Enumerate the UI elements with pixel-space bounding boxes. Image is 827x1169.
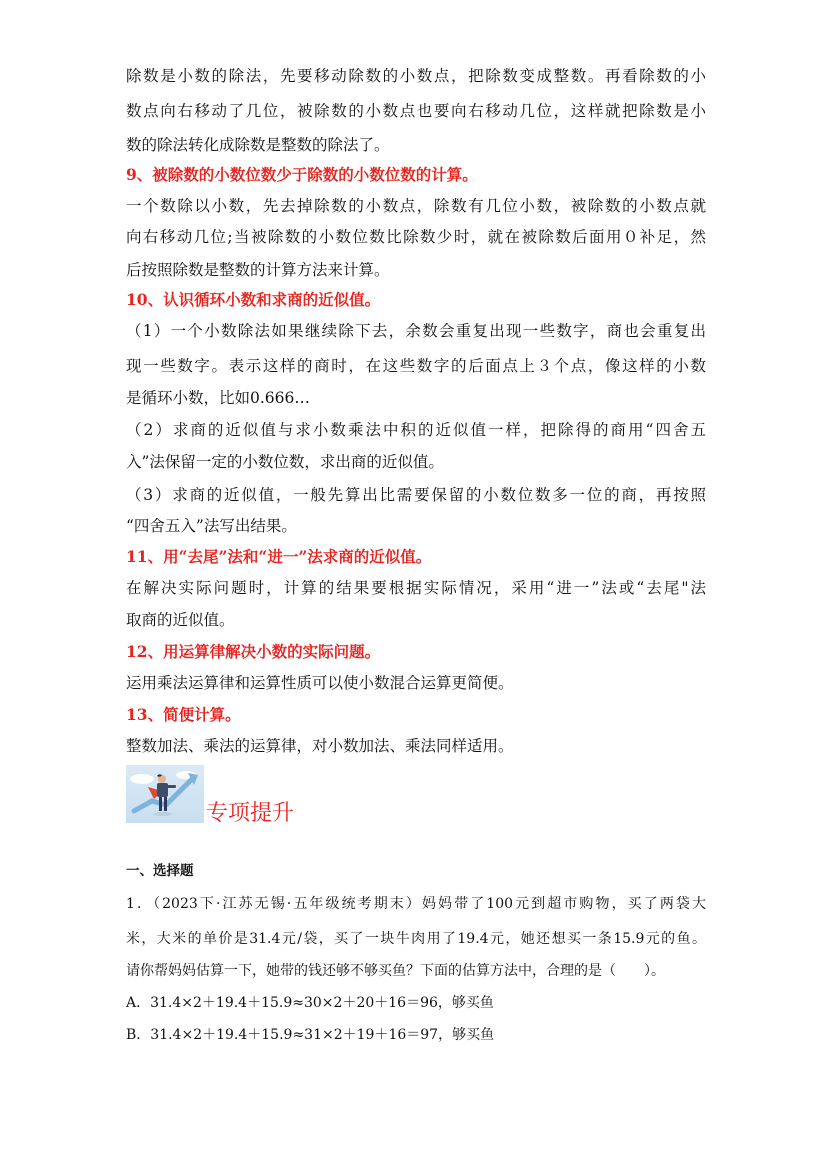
point-10-line-3: 是循环小数，比如0.666… [126, 389, 310, 407]
point-11-line-2: 取商的近似值。 [126, 611, 235, 629]
question-1-option-a: A．31.4×2＋19.4＋15.9≈30×2＋20＋16＝96，够买鱼 [126, 995, 494, 1011]
person-rising-arrow-illustration-icon [126, 765, 204, 823]
point-9-line-3: 后按照除数是整数的计算方法来计算。 [126, 261, 390, 279]
point-10-line-1: （1）一个小数除法如果继续除下去，余数会重复出现一些数字，商也会重复出 [126, 322, 706, 340]
intro-line-3: 数的除法转化成除数是整数的除法了。 [126, 136, 390, 154]
intro-line-2: 数点向右移动了几位，被除数的小数点也要向右移动几位，这样就把除数是小 [126, 102, 706, 120]
question-1-option-b: B．31.4×2＋19.4＋15.9≈31×2＋19＋16＝97，够买鱼 [126, 1027, 495, 1043]
point-10-line-2: 现一些数字。表示这样的商时，在这些数字的后面点上３个点，像这样的小数 [126, 357, 706, 375]
section-banner [126, 765, 326, 827]
point-10-line-4: （2）求商的近似值与求小数乘法中积的近似值一样，把除得的商用“四舍五 [126, 421, 706, 439]
point-10-line-7: “四舍五入”法写出结果。 [126, 517, 297, 535]
question-1-line-3: 请你帮妈妈估算一下，她带的钱还够不够买鱼？下面的估算方法中，合理的是（ ）。 [126, 963, 665, 979]
point-10-line-5: 入”法保留一定的小数位数，求出商的近似值。 [126, 453, 444, 471]
point-9-title: 9、被除数的小数位数少于除数的小数位数的计算。 [126, 165, 478, 184]
point-12-line-1: 运用乘法运算律和运算性质可以使小数混合运算更简便。 [126, 674, 514, 692]
question-1-line-2: 米，大米的单价是31.4元/袋，买了一块牛肉用了19.4元，她还想买一条15.9元的鱼。 [126, 931, 706, 947]
point-12-title: 12、用运算律解决小数的实际问题。 [126, 642, 381, 661]
section-title: 专项提升 [206, 801, 295, 826]
point-11-title: 11、用“去尾”法和“进一”法求商的近似值。 [126, 547, 432, 566]
point-9-line-1: 一个数除以小数，先去掉除数的小数点，除数有几位小数，被除数的小数点就 [126, 197, 706, 215]
question-1-line-1: 1．（2023下·江苏无锡·五年级统考期末）妈妈带了100元到超市购物，买了两袋大 [126, 896, 706, 912]
point-13-line-1: 整数加法、乘法的运算律，对小数加法、乘法同样适用。 [126, 737, 514, 755]
point-9-line-2: 向右移动几位;当被除数的小数位数比除数少时，就在被除数后面用０补足，然 [126, 228, 706, 246]
subsection-title: 一、选择题 [126, 863, 194, 879]
intro-line-1: 除数是小数的除法，先要移动除数的小数点，把除数变成整数。再看除数的小 [126, 67, 706, 85]
point-11-line-1: 在解决实际问题时，计算的结果要根据实际情况，采用“进一”法或“去尾"法 [126, 579, 706, 597]
point-13-title: 13、简便计算。 [126, 705, 241, 724]
point-10-line-6: （3）求商的近似值，一般先算出比需要保留的小数位数多一位的商，再按照 [126, 486, 706, 504]
point-10-title: 10、认识循环小数和求商的近似值。 [126, 290, 381, 309]
